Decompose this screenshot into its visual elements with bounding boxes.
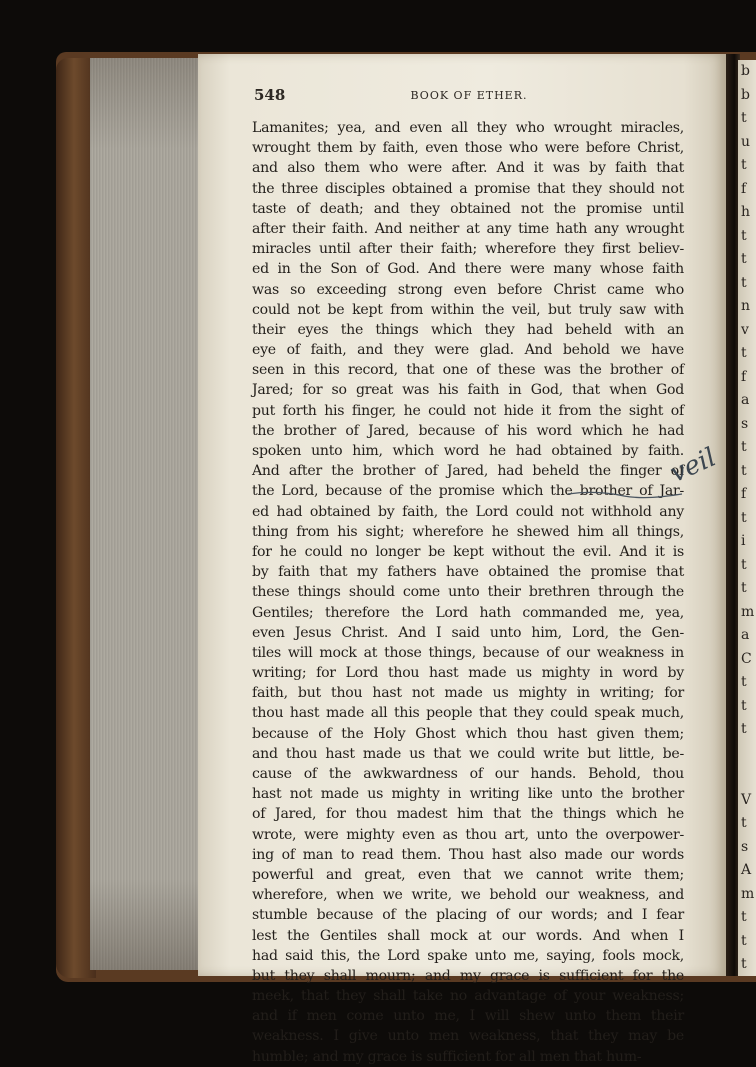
text-line: wherefore, when we write, we behold our weakness, and [252, 887, 684, 904]
text-line: ed in the Son of God. And there were many whose faith [252, 261, 684, 278]
facing-page-letter: A [741, 862, 752, 878]
facing-page-letter: f [741, 368, 747, 385]
facing-page-letter: t [741, 932, 747, 949]
page-stack-edge [90, 58, 200, 970]
page-number: 548 [254, 86, 286, 104]
text-line: tiles will mock at those things, because of our weakness in [252, 644, 684, 661]
facing-page-edge [738, 60, 756, 976]
text-line: the Lord, because of the promise which the brother of Jar- [252, 483, 684, 500]
facing-page-letter: t [741, 721, 747, 737]
facing-page-letter: t [741, 674, 747, 690]
handwritten-margin-note: veil [665, 442, 721, 489]
facing-page-letter: t [741, 462, 747, 479]
facing-page-letter: t [741, 439, 747, 455]
facing-page-letter: b [741, 63, 750, 79]
facing-page-letter: i [741, 533, 746, 549]
text-line: ing of man to read them. Thou hast also made our words [252, 846, 684, 863]
facing-page-letter: t [741, 274, 747, 291]
text-line: thing from his sight; wherefore he shewed him all things, [252, 523, 684, 540]
facing-page-letter: t [741, 110, 747, 126]
chapter-title: BOOK OF ETHER. [410, 89, 528, 102]
text-line: wrought them by faith, even those who were before Christ, [252, 140, 684, 157]
text-line: weakness. I give unto men weakness, that they may be [252, 1028, 684, 1045]
text-line: the three disciples obtained a promise that they should not [252, 180, 684, 197]
facing-page-letter: b [741, 86, 750, 103]
text-line: eye of faith, and they were glad. And behold we have [252, 342, 684, 359]
text-line: and thou hast made us that we could write but little, be- [252, 745, 684, 762]
text-line: had said this, the Lord spake unto me, saying, fools mock, [252, 947, 684, 964]
text-line: Jared; for so great was his faith in God, that when God [252, 382, 684, 399]
running-head [254, 86, 684, 106]
text-line: Gentiles; therefore the Lord hath commanded me, yea, [252, 604, 684, 621]
facing-page-letter: m [741, 603, 755, 620]
text-line: could not be kept from within the veil, but truly saw with [252, 301, 684, 318]
text-line: spoken unto him, which word he had obtained by faith. [252, 443, 684, 459]
text-line: thou hast made all this people that they could speak much, [252, 705, 684, 722]
facing-page-letter: V [741, 791, 752, 808]
text-line: lest the Gentiles shall mock at our words. And when I [252, 927, 684, 944]
text-line: And after the brother of Jared, had beheld the finger of [252, 463, 684, 480]
text-line: because of the Holy Ghost which thou hast given them; [252, 725, 684, 742]
text-line: cause of the awkwardness of our hands. Behold, thou [252, 766, 684, 782]
facing-page-letter: n [741, 298, 751, 314]
facing-page-letter: t [741, 815, 747, 831]
facing-page-letter: C [741, 650, 752, 667]
facing-page-letter [738, 742, 756, 766]
text-line: their eyes the things which they had beheld with an [252, 321, 684, 338]
facing-page-letter: t [741, 697, 747, 714]
facing-page-letter: f [741, 180, 747, 197]
facing-page-letter: v [741, 321, 749, 338]
facing-page-letter: f [741, 486, 747, 502]
facing-page-letter: t [741, 956, 747, 972]
text-line: seen in this record, that one of these was the brother of [252, 362, 684, 379]
facing-page-letter: t [741, 251, 747, 267]
text-line: was so exceeding strong even before Christ came who [252, 281, 684, 298]
text-line: and if men come unto me, I will shew unto them their [252, 1008, 684, 1025]
text-line: for he could no longer be kept without the evil. And it is [252, 543, 684, 560]
facing-page-letter: a [741, 627, 750, 643]
text-line: ed had obtained by faith, the Lord could not withhold any [252, 503, 684, 520]
text-line: wrote, were mighty even as thou art, unto the overpower- [252, 826, 684, 843]
body-text [252, 118, 684, 1067]
text-line: but they shall mourn; and my grace is sufficient for the [252, 967, 684, 984]
text-line: powerful and great, even that we cannot write them; [252, 866, 684, 883]
text-line: after their faith. And neither at any time hath any wrought [252, 220, 684, 237]
facing-page-letter: t [741, 509, 747, 526]
text-line: and also them who were after. And it was by faith that [252, 160, 684, 177]
facing-page-letter: s [741, 415, 749, 432]
pencil-underline-mark [566, 486, 684, 514]
text-line: humble; and my grace is sufficient for all men that hum- [252, 1048, 642, 1065]
facing-page-letter: t [741, 157, 747, 173]
facing-page-letter: t [741, 580, 747, 596]
facing-page-letter: t [741, 227, 747, 244]
facing-page-letter: m [741, 885, 755, 902]
text-line: faith, but thou hast not made us mighty in writing; for [252, 685, 684, 702]
text-line: miracles until after their faith; wherefore they first believ- [252, 241, 684, 258]
facing-page-letter: t [741, 909, 747, 925]
facing-page-letter: s [741, 838, 749, 855]
text-line: writing; for Lord thou hast made us mighty in word by [252, 665, 684, 682]
facing-page-letter: t [741, 556, 747, 573]
text-line: put forth his finger, he could not hide it from the sight of [252, 402, 684, 419]
facing-page-letter [738, 765, 756, 789]
text-line: hast not made us mighty in writing like unto the brother [252, 786, 684, 803]
facing-page-letter: u [741, 133, 751, 150]
facing-page-letter: t [741, 345, 747, 361]
facing-page-letter: a [741, 392, 750, 408]
text-line: meek, that they shall take no advantage of your weakness; [252, 988, 684, 1005]
text-line: even Jesus Christ. And I said unto him, Lord, the Gen- [252, 624, 684, 641]
text-line: Lamanites; yea, and even all they who wrought miracles, [252, 120, 684, 136]
facing-page-letter: h [741, 204, 751, 220]
text-line: stumble because of the placing of our words; and I fear [252, 907, 684, 924]
text-line: the brother of Jared, because of his word which he had [252, 422, 684, 439]
text-line: of Jared, for thou madest him that the things which he [252, 806, 684, 823]
text-line: these things should come unto their brethren through the [252, 584, 684, 601]
text-line: by faith that my fathers have obtained the promise that [252, 564, 684, 581]
text-line: taste of death; and they obtained not the promise until [252, 200, 684, 217]
